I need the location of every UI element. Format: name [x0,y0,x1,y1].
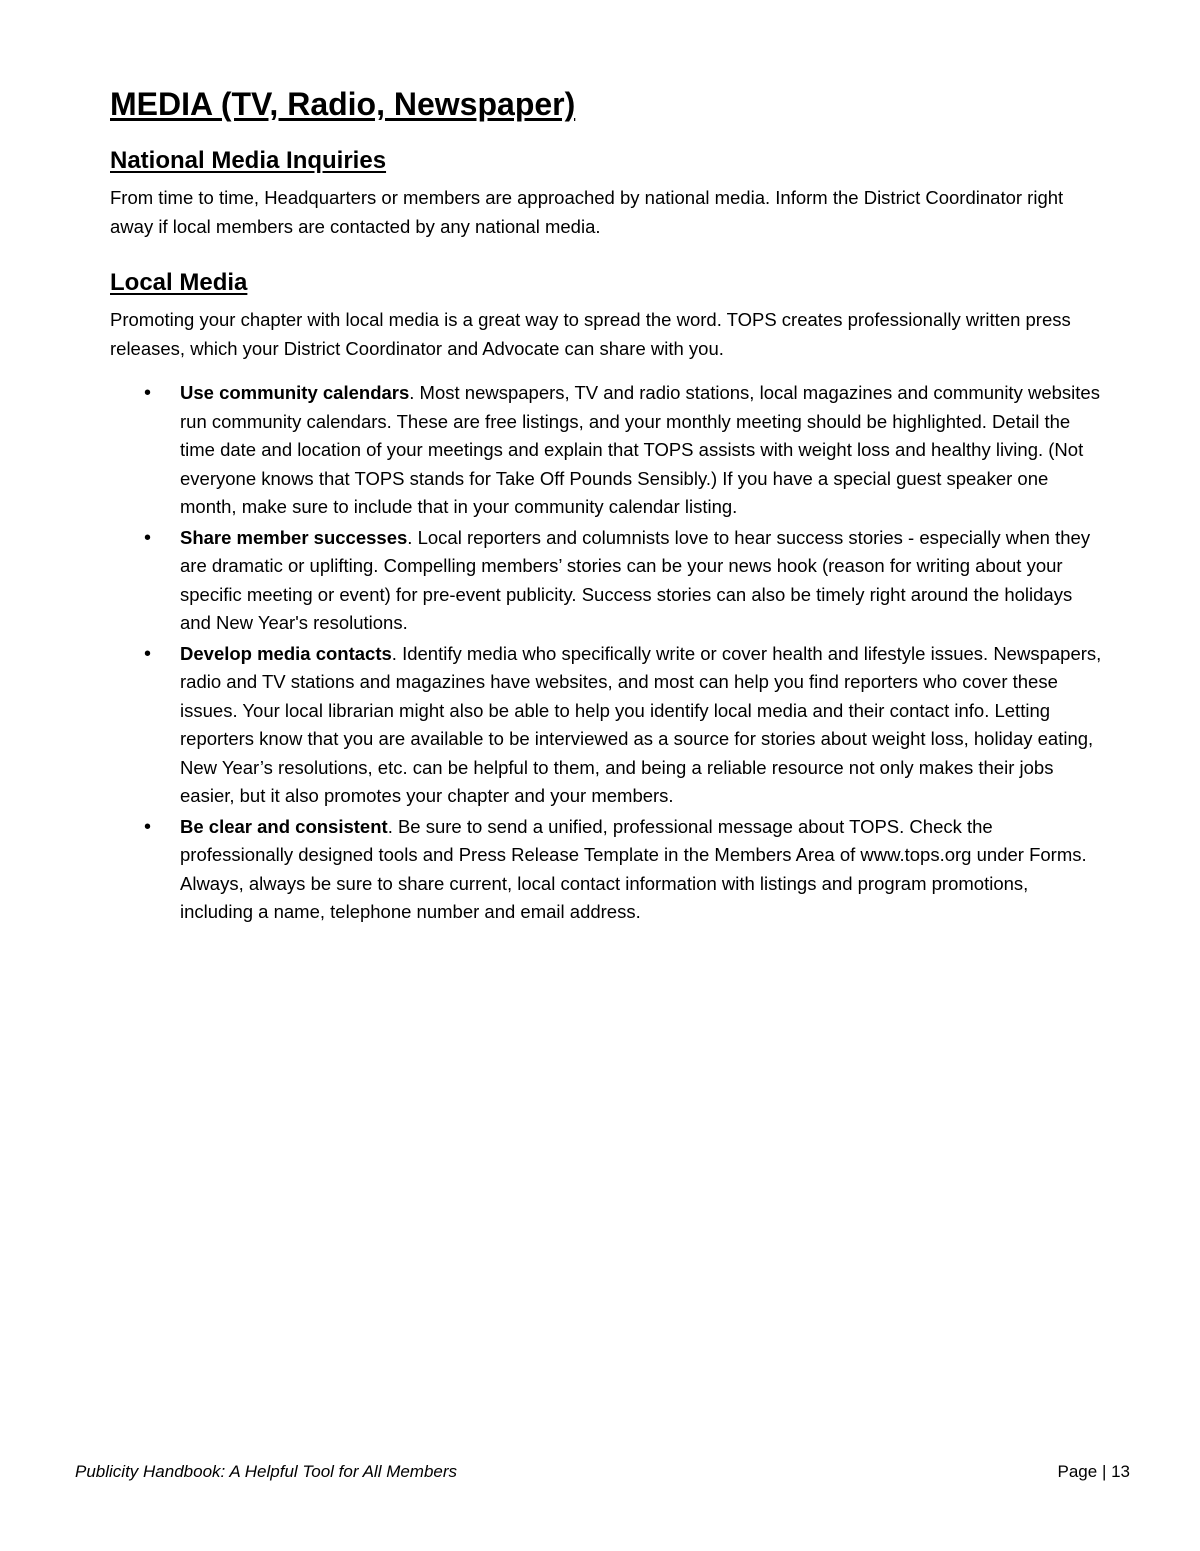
page-content [110,84,1105,929]
bullet-icon: • [144,526,152,549]
bullet-icon: • [144,382,152,404]
list-item [110,524,1105,638]
tip-lead: Be clear and consistent [180,815,388,837]
footer-title: Publicity Handbook: A Helpful Tool for All Members [75,1462,458,1481]
tip-lead: Share member successes [180,526,408,548]
national-media-paragraph: From time to time, Headquarters or members are approached by national media. Inform the District Coordinator right away if local members are contacted by any national media. [110,187,1064,237]
tip-text: . Identify media who specifically write or cover health and lifestyle issues. Newspapers, radio and TV stations and magazines have websites, and most can help you find reporters who cover these issues. Your local librarian might also be able to help you identify local media and their contact info. Letting reporters know that you are available to be interviewed as a source for stories about weight loss, holiday eating, New Year’s resolutions, etc. can be helpful to them, and being a reliable resource not only makes their jobs easier, but it also promotes your chapter and your members. [180,642,1102,806]
bullet-icon: • [144,642,152,665]
page-title: MEDIA (TV, Radio, Newspaper) [110,86,576,122]
local-media-tips-list [110,379,1105,927]
tip-text: . Most newspapers, TV and radio stations, local magazines and community websites run community calendars. These are free listings, and your monthly meeting should be highlighted. Detail the time date and location of your meetings and explain that TOPS assists with weight loss and healthy living. (Not everyone knows that TOPS stands for Take Off Pounds Sensibly.) If you have a special guest speaker one month, make sure to include that in your community calendar listing. [180,382,1100,517]
tip-lead: Develop media contacts [180,642,392,664]
tip-lead: Use community calendars [180,382,410,403]
list-item [110,379,1105,522]
page-number: Page | 13 [1057,1462,1130,1481]
tip-text: . Be sure to send a unified, professional message about TOPS. Check the professionally designed tools and Press Release Template in the Members Area of www.tops.org under Forms. Always, always be sure to share current, local contact information with listings and program promotions, including a name, telephone number and email address. [180,815,1087,922]
national-media-heading: National Media Inquiries [110,147,387,174]
bullet-icon: • [144,815,152,838]
local-media-paragraph: Promoting your chapter with local media is a great way to spread the word. TOPS creates professionally written press releases, which your District Coordinator and Advocate can share with you. [110,309,1071,359]
tip-text: . Local reporters and columnists love to hear success stories - especially when they are dramatic or uplifting. Compelling members’ stories can be your news hook (reason for writing about your specific meeting or event) for pre-event publicity. Success stories can also be timely right around the holidays and New Year's resolutions. [180,526,1091,633]
list-item [110,640,1105,811]
local-media-heading: Local Media [110,269,248,296]
list-item [110,813,1105,927]
